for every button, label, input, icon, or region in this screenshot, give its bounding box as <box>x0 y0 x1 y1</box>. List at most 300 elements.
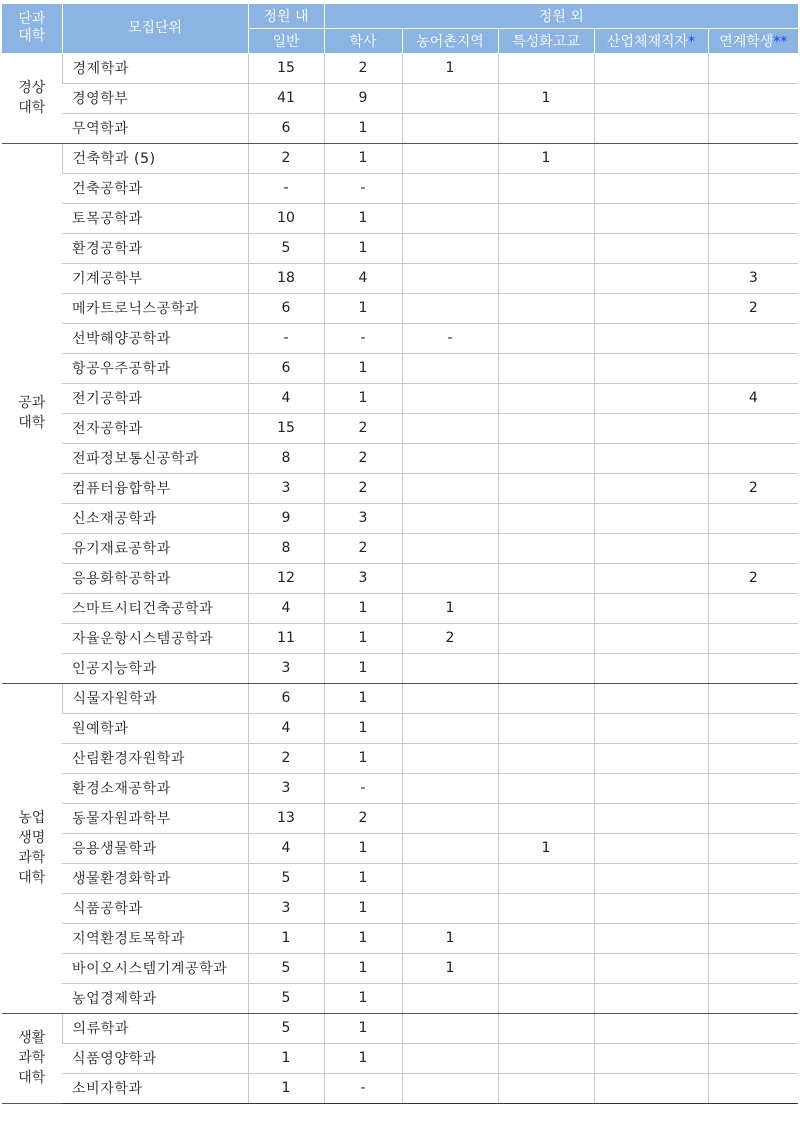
unit-name-cell: 유기재료공학과 <box>62 533 248 563</box>
general-cell: 1 <box>248 1073 324 1103</box>
general-cell: 5 <box>248 233 324 263</box>
special-hs-cell <box>498 803 594 833</box>
unit-name-cell: 동물자원과학부 <box>62 803 248 833</box>
rural-cell <box>402 1013 498 1043</box>
bachelor-cell: 9 <box>324 83 402 113</box>
industry-cell <box>594 863 708 893</box>
header-general: 일반 <box>248 29 324 54</box>
linked-cell <box>708 863 798 893</box>
industry-cell <box>594 383 708 413</box>
bachelor-cell: - <box>324 173 402 203</box>
unit-name-cell: 식품공학과 <box>62 893 248 923</box>
linked-cell <box>708 83 798 113</box>
special-hs-cell <box>498 1073 594 1103</box>
bachelor-cell: 1 <box>324 743 402 773</box>
industry-cell <box>594 593 708 623</box>
industry-cell <box>594 1043 708 1073</box>
rural-cell <box>402 1043 498 1073</box>
rural-cell <box>402 473 498 503</box>
quota-table-wrapper <box>2 4 798 1104</box>
industry-cell <box>594 443 708 473</box>
special-hs-cell: 1 <box>498 83 594 113</box>
table-row <box>2 1013 798 1043</box>
special-hs-cell <box>498 443 594 473</box>
bachelor-cell: 1 <box>324 1043 402 1073</box>
unit-name-cell: 토목공학과 <box>62 203 248 233</box>
bachelor-cell: 1 <box>324 713 402 743</box>
unit-name-cell: 신소재공학과 <box>62 503 248 533</box>
special-hs-cell <box>498 773 594 803</box>
general-cell: 13 <box>248 803 324 833</box>
general-cell: - <box>248 323 324 353</box>
general-cell: 12 <box>248 563 324 593</box>
header-industry-footnote-mark: * <box>688 34 696 50</box>
bachelor-cell: 2 <box>324 443 402 473</box>
industry-cell <box>594 533 708 563</box>
table-row <box>2 653 798 683</box>
special-hs-cell <box>498 203 594 233</box>
industry-cell <box>594 173 708 203</box>
rural-cell <box>402 863 498 893</box>
rural-cell: 1 <box>402 953 498 983</box>
unit-name-cell: 전자공학과 <box>62 413 248 443</box>
table-row <box>2 863 798 893</box>
header-linked <box>708 29 798 54</box>
unit-name-cell: 경제학과 <box>62 53 248 83</box>
industry-cell <box>594 683 708 713</box>
unit-name-cell: 자율운항시스템공학과 <box>62 623 248 653</box>
table-row <box>2 473 798 503</box>
linked-cell: 3 <box>708 263 798 293</box>
table-row <box>2 593 798 623</box>
table-row <box>2 623 798 653</box>
bachelor-cell: 1 <box>324 203 402 233</box>
general-cell: 3 <box>248 773 324 803</box>
bachelor-cell: 1 <box>324 863 402 893</box>
unit-name-cell: 기계공학부 <box>62 263 248 293</box>
industry-cell <box>594 503 708 533</box>
general-cell: 2 <box>248 743 324 773</box>
general-cell: 3 <box>248 893 324 923</box>
industry-cell <box>594 833 708 863</box>
linked-cell <box>708 653 798 683</box>
table-row <box>2 923 798 953</box>
rural-cell <box>402 233 498 263</box>
bachelor-cell: 1 <box>324 653 402 683</box>
table-row <box>2 173 798 203</box>
header-unit: 모집단위 <box>62 4 248 53</box>
general-cell: 2 <box>248 143 324 173</box>
industry-cell <box>594 293 708 323</box>
linked-cell <box>708 203 798 233</box>
bachelor-cell: 2 <box>324 533 402 563</box>
rural-cell: 1 <box>402 53 498 83</box>
bachelor-cell: 4 <box>324 263 402 293</box>
rural-cell <box>402 683 498 713</box>
college-name-line: 대학 <box>18 870 46 886</box>
bachelor-cell: 2 <box>324 53 402 83</box>
header-linked-footnote-mark: ** <box>773 34 788 50</box>
linked-cell <box>708 1013 798 1043</box>
industry-cell <box>594 113 708 143</box>
linked-cell <box>708 983 798 1013</box>
special-hs-cell <box>498 653 594 683</box>
table-row <box>2 1073 798 1103</box>
college-name-line: 대학 <box>18 415 46 431</box>
rural-cell <box>402 293 498 323</box>
general-cell: 4 <box>248 383 324 413</box>
unit-name-cell: 건축학과 (5) <box>62 143 248 173</box>
rural-cell <box>402 83 498 113</box>
linked-cell <box>708 353 798 383</box>
linked-cell <box>708 233 798 263</box>
general-cell: 6 <box>248 293 324 323</box>
rural-cell <box>402 893 498 923</box>
industry-cell <box>594 953 708 983</box>
industry-cell <box>594 263 708 293</box>
special-hs-cell: 1 <box>498 143 594 173</box>
header-out-quota: 정원 외 <box>324 4 798 29</box>
linked-cell <box>708 773 798 803</box>
college-name-line: 대학 <box>18 100 46 116</box>
unit-name-cell: 생물환경화학과 <box>62 863 248 893</box>
header-college-line2: 대학 <box>18 28 46 45</box>
industry-cell <box>594 743 708 773</box>
general-cell: 11 <box>248 623 324 653</box>
general-cell: 4 <box>248 713 324 743</box>
unit-name-cell: 경영학부 <box>62 83 248 113</box>
bachelor-cell: - <box>324 323 402 353</box>
industry-cell <box>594 803 708 833</box>
table-row <box>2 683 798 713</box>
special-hs-cell <box>498 383 594 413</box>
college-name-line: 생활 <box>18 1030 46 1046</box>
special-hs-cell <box>498 53 594 83</box>
college-name-line: 대학 <box>18 1070 46 1086</box>
college-name-line: 생명 <box>18 830 46 846</box>
table-row <box>2 383 798 413</box>
table-row <box>2 113 798 143</box>
table-row <box>2 893 798 923</box>
special-hs-cell <box>498 1043 594 1073</box>
bachelor-cell: 1 <box>324 893 402 923</box>
general-cell: 6 <box>248 113 324 143</box>
bachelor-cell: 1 <box>324 623 402 653</box>
special-hs-cell <box>498 263 594 293</box>
admission-quota-table <box>2 4 798 1104</box>
table-row <box>2 503 798 533</box>
rural-cell <box>402 263 498 293</box>
special-hs-cell: 1 <box>498 833 594 863</box>
special-hs-cell <box>498 323 594 353</box>
special-hs-cell <box>498 233 594 263</box>
header-linked-label: 연계학생 <box>719 34 774 50</box>
bachelor-cell: - <box>324 773 402 803</box>
bachelor-cell: 2 <box>324 413 402 443</box>
special-hs-cell <box>498 503 594 533</box>
industry-cell <box>594 143 708 173</box>
linked-cell <box>708 1073 798 1103</box>
unit-name-cell: 무역학과 <box>62 113 248 143</box>
rural-cell <box>402 533 498 563</box>
special-hs-cell <box>498 743 594 773</box>
unit-name-cell: 건축공학과 <box>62 173 248 203</box>
special-hs-cell <box>498 983 594 1013</box>
industry-cell <box>594 53 708 83</box>
unit-name-cell: 응용생물학과 <box>62 833 248 863</box>
unit-name-cell: 소비자학과 <box>62 1073 248 1103</box>
industry-cell <box>594 773 708 803</box>
linked-cell <box>708 143 798 173</box>
industry-cell <box>594 83 708 113</box>
rural-cell <box>402 413 498 443</box>
table-row <box>2 563 798 593</box>
table-row <box>2 833 798 863</box>
special-hs-cell <box>498 953 594 983</box>
linked-cell <box>708 953 798 983</box>
college-name-line: 공과 <box>18 395 46 411</box>
bachelor-cell: 1 <box>324 233 402 263</box>
unit-name-cell: 식품영양학과 <box>62 1043 248 1073</box>
general-cell: 8 <box>248 533 324 563</box>
unit-name-cell: 스마트시티건축공학과 <box>62 593 248 623</box>
industry-cell <box>594 1073 708 1103</box>
bachelor-cell: 1 <box>324 113 402 143</box>
table-body <box>2 53 798 1103</box>
college-name-line: 과학 <box>18 1050 46 1066</box>
general-cell: 6 <box>248 683 324 713</box>
unit-name-cell: 인공지능학과 <box>62 653 248 683</box>
rural-cell <box>402 173 498 203</box>
rural-cell <box>402 653 498 683</box>
linked-cell <box>708 173 798 203</box>
header-industry <box>594 29 708 54</box>
table-row <box>2 713 798 743</box>
industry-cell <box>594 323 708 353</box>
general-cell: 4 <box>248 833 324 863</box>
unit-name-cell: 산림환경자원학과 <box>62 743 248 773</box>
industry-cell <box>594 413 708 443</box>
linked-cell <box>708 683 798 713</box>
header-bachelor: 학사 <box>324 29 402 54</box>
table-row <box>2 263 798 293</box>
general-cell: 3 <box>248 473 324 503</box>
linked-cell <box>708 113 798 143</box>
general-cell: 3 <box>248 653 324 683</box>
industry-cell <box>594 1013 708 1043</box>
rural-cell <box>402 563 498 593</box>
bachelor-cell: 1 <box>324 833 402 863</box>
unit-name-cell: 의류학과 <box>62 1013 248 1043</box>
table-row <box>2 1043 798 1073</box>
header-college-line1: 단과 <box>18 11 46 28</box>
linked-cell <box>708 803 798 833</box>
general-cell: 15 <box>248 413 324 443</box>
unit-name-cell: 원예학과 <box>62 713 248 743</box>
special-hs-cell <box>498 413 594 443</box>
industry-cell <box>594 983 708 1013</box>
industry-cell <box>594 353 708 383</box>
bachelor-cell: 1 <box>324 953 402 983</box>
industry-cell <box>594 653 708 683</box>
table-row <box>2 413 798 443</box>
unit-name-cell: 환경소재공학과 <box>62 773 248 803</box>
linked-cell <box>708 833 798 863</box>
general-cell: 6 <box>248 353 324 383</box>
bachelor-cell: 1 <box>324 983 402 1013</box>
rural-cell: 1 <box>402 593 498 623</box>
table-row <box>2 533 798 563</box>
rural-cell <box>402 743 498 773</box>
rural-cell: 1 <box>402 923 498 953</box>
general-cell: 1 <box>248 923 324 953</box>
linked-cell <box>708 1043 798 1073</box>
general-cell: - <box>248 173 324 203</box>
industry-cell <box>594 623 708 653</box>
special-hs-cell <box>498 863 594 893</box>
linked-cell <box>708 503 798 533</box>
industry-cell <box>594 473 708 503</box>
bachelor-cell: 1 <box>324 593 402 623</box>
special-hs-cell <box>498 893 594 923</box>
general-cell: 4 <box>248 593 324 623</box>
unit-name-cell: 농업경제학과 <box>62 983 248 1013</box>
unit-name-cell: 항공우주공학과 <box>62 353 248 383</box>
special-hs-cell <box>498 563 594 593</box>
table-row <box>2 983 798 1013</box>
general-cell: 10 <box>248 203 324 233</box>
special-hs-cell <box>498 533 594 563</box>
table-row <box>2 203 798 233</box>
linked-cell <box>708 323 798 353</box>
industry-cell <box>594 563 708 593</box>
rural-cell <box>402 143 498 173</box>
rural-cell <box>402 803 498 833</box>
unit-name-cell: 식물자원학과 <box>62 683 248 713</box>
general-cell: 5 <box>248 863 324 893</box>
linked-cell <box>708 53 798 83</box>
special-hs-cell <box>498 623 594 653</box>
linked-cell <box>708 893 798 923</box>
linked-cell: 2 <box>708 293 798 323</box>
bachelor-cell: 1 <box>324 293 402 323</box>
college-cell <box>2 53 62 143</box>
bachelor-cell: 1 <box>324 353 402 383</box>
linked-cell <box>708 593 798 623</box>
table-row <box>2 233 798 263</box>
rural-cell: - <box>402 323 498 353</box>
general-cell: 15 <box>248 53 324 83</box>
unit-name-cell: 지역환경토목학과 <box>62 923 248 953</box>
special-hs-cell <box>498 1013 594 1043</box>
special-hs-cell <box>498 353 594 383</box>
general-cell: 8 <box>248 443 324 473</box>
bachelor-cell: 1 <box>324 683 402 713</box>
college-cell <box>2 683 62 1013</box>
unit-name-cell: 환경공학과 <box>62 233 248 263</box>
linked-cell <box>708 623 798 653</box>
linked-cell <box>708 743 798 773</box>
unit-name-cell: 컴퓨터융합학부 <box>62 473 248 503</box>
rural-cell: 2 <box>402 623 498 653</box>
industry-cell <box>594 923 708 953</box>
rural-cell <box>402 353 498 383</box>
rural-cell <box>402 203 498 233</box>
industry-cell <box>594 893 708 923</box>
bachelor-cell: 1 <box>324 923 402 953</box>
table-row <box>2 83 798 113</box>
table-row <box>2 443 798 473</box>
bachelor-cell: 3 <box>324 563 402 593</box>
linked-cell: 2 <box>708 473 798 503</box>
unit-name-cell: 전파정보통신공학과 <box>62 443 248 473</box>
rural-cell <box>402 443 498 473</box>
special-hs-cell <box>498 713 594 743</box>
linked-cell: 2 <box>708 563 798 593</box>
table-row <box>2 353 798 383</box>
rural-cell <box>402 503 498 533</box>
bachelor-cell: 3 <box>324 503 402 533</box>
linked-cell <box>708 923 798 953</box>
header-in-quota: 정원 내 <box>248 4 324 29</box>
general-cell: 5 <box>248 983 324 1013</box>
special-hs-cell <box>498 683 594 713</box>
general-cell: 18 <box>248 263 324 293</box>
table-row <box>2 293 798 323</box>
special-hs-cell <box>498 923 594 953</box>
linked-cell: 4 <box>708 383 798 413</box>
header-special-hs: 특성화고교 <box>498 29 594 54</box>
general-cell: 5 <box>248 1013 324 1043</box>
unit-name-cell: 메카트로닉스공학과 <box>62 293 248 323</box>
table-row <box>2 323 798 353</box>
special-hs-cell <box>498 593 594 623</box>
college-name-line: 과학 <box>18 850 46 866</box>
table-row <box>2 743 798 773</box>
general-cell: 1 <box>248 1043 324 1073</box>
special-hs-cell <box>498 173 594 203</box>
college-name-line: 경상 <box>18 80 46 96</box>
college-name-line: 농업 <box>18 810 46 826</box>
table-row <box>2 953 798 983</box>
rural-cell <box>402 713 498 743</box>
rural-cell <box>402 383 498 413</box>
header-industry-label: 산업체재직자 <box>606 34 689 50</box>
linked-cell <box>708 533 798 563</box>
table-row <box>2 143 798 173</box>
header-rural: 농어촌지역 <box>402 29 498 54</box>
rural-cell <box>402 983 498 1013</box>
unit-name-cell: 전기공학과 <box>62 383 248 413</box>
college-cell <box>2 1013 62 1103</box>
linked-cell <box>708 413 798 443</box>
industry-cell <box>594 203 708 233</box>
linked-cell <box>708 443 798 473</box>
bachelor-cell: 1 <box>324 383 402 413</box>
bachelor-cell: 1 <box>324 143 402 173</box>
rural-cell <box>402 833 498 863</box>
rural-cell <box>402 773 498 803</box>
general-cell: 5 <box>248 953 324 983</box>
linked-cell <box>708 713 798 743</box>
bachelor-cell: 1 <box>324 1013 402 1043</box>
unit-name-cell: 선박해양공학과 <box>62 323 248 353</box>
rural-cell <box>402 113 498 143</box>
table-header <box>2 4 798 53</box>
unit-name-cell: 바이오시스템기계공학과 <box>62 953 248 983</box>
header-college <box>2 4 62 53</box>
special-hs-cell <box>498 293 594 323</box>
